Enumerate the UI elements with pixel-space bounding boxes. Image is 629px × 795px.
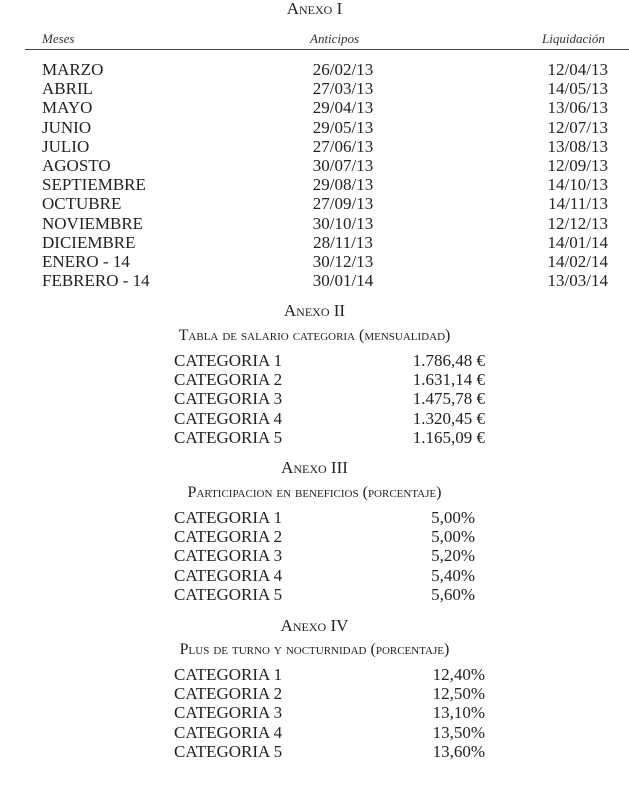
category-label: CATEGORIA 5 — [174, 584, 283, 604]
category-value: 13,10% — [432, 703, 485, 723]
month-cell: AGOSTO — [42, 156, 111, 175]
month-cell: JUNIO — [42, 117, 92, 137]
month-cell: FEBRERO - 14 — [42, 271, 150, 291]
advance-date-cell: 27/06/13 — [312, 136, 374, 156]
month-cell: OCTUBRE — [42, 194, 122, 214]
header-settlement: Liquidación — [542, 31, 605, 46]
header-rule — [25, 49, 629, 50]
category-label: CATEGORIA 1 — [174, 665, 283, 684]
annex-2-subtitle: Tabla de salario categoria (mensualidad) — [178, 327, 451, 344]
category-label: CATEGORIA 2 — [174, 527, 283, 547]
category-label: CATEGORIA 2 — [174, 684, 283, 704]
settlement-date-cell: 12/09/13 — [547, 156, 608, 175]
category-label: CATEGORIA 1 — [174, 508, 283, 527]
advance-date-cell: 29/08/13 — [312, 175, 374, 195]
category-value: 5,00% — [431, 508, 475, 527]
header-months: Meses — [42, 31, 75, 46]
month-cell: ABRIL — [42, 79, 93, 99]
category-value: 1.475,78 € — [412, 389, 485, 409]
category-value: 5,00% — [431, 527, 475, 547]
month-cell: DICIEMBRE — [42, 232, 136, 252]
settlement-date-cell: 14/11/13 — [548, 194, 608, 214]
category-value: 12,50% — [432, 684, 485, 704]
category-value: 1.320,45 € — [412, 408, 485, 428]
category-value: 13,50% — [432, 722, 485, 742]
category-value: 13,60% — [432, 741, 485, 761]
annex-4-subtitle: Plus de turno y nocturnidad (porcentaje) — [179, 641, 450, 658]
settlement-date-cell: 12/04/13 — [547, 60, 608, 79]
annex-3-title: Anexo III — [281, 458, 348, 477]
month-cell: NOVIEMBRE — [42, 213, 144, 233]
month-cell: SEPTIEMBRE — [42, 175, 146, 195]
category-label: CATEGORIA 3 — [174, 546, 283, 566]
settlement-date-cell: 13/03/14 — [547, 271, 608, 291]
advance-date-cell: 29/04/13 — [312, 98, 374, 118]
category-label: CATEGORIA 3 — [174, 389, 283, 409]
annex-3-subtitle: Participacion en beneficios (porcentaje) — [187, 484, 442, 501]
annex-1-title: Anexo I — [286, 0, 343, 18]
advance-date-cell: 26/02/13 — [312, 60, 374, 79]
category-value: 1.631,14 € — [412, 370, 485, 390]
category-value: 5,60% — [431, 584, 475, 604]
category-label: CATEGORIA 4 — [174, 722, 283, 742]
category-label: CATEGORIA 2 — [174, 370, 283, 390]
month-cell: MAYO — [42, 98, 93, 118]
advance-date-cell: 30/12/13 — [312, 252, 374, 271]
header-advances: Anticipos — [310, 31, 360, 46]
annex-4-title: Anexo IV — [280, 616, 349, 635]
settlement-date-cell: 12/12/13 — [547, 213, 608, 233]
category-label: CATEGORIA 5 — [174, 427, 283, 447]
advance-date-cell: 30/07/13 — [312, 156, 374, 175]
category-label: CATEGORIA 4 — [174, 565, 283, 585]
settlement-date-cell: 12/07/13 — [547, 117, 608, 137]
annex-2-title: Anexo II — [283, 301, 346, 320]
category-value: 1.786,48 € — [412, 351, 485, 370]
settlement-date-cell: 13/06/13 — [547, 98, 608, 118]
advance-date-cell: 30/10/13 — [312, 213, 374, 233]
category-label: CATEGORIA 4 — [174, 408, 283, 428]
settlement-date-cell: 14/02/14 — [547, 252, 608, 271]
settlement-date-cell: 14/10/13 — [547, 175, 608, 195]
settlement-date-cell: 13/08/13 — [547, 136, 608, 156]
settlement-date-cell: 14/01/14 — [547, 232, 608, 252]
month-cell: ENERO - 14 — [42, 252, 130, 271]
category-value: 12,40% — [432, 665, 485, 684]
advance-date-cell: 27/03/13 — [312, 79, 374, 99]
category-label: CATEGORIA 1 — [174, 351, 283, 370]
advance-date-cell: 28/11/13 — [313, 232, 373, 252]
category-label: CATEGORIA 3 — [174, 703, 283, 723]
advance-date-cell: 27/09/13 — [312, 194, 374, 214]
category-label: CATEGORIA 5 — [174, 741, 283, 761]
month-cell: MARZO — [42, 60, 104, 79]
category-value: 5,20% — [431, 546, 475, 566]
settlement-date-cell: 14/05/13 — [547, 79, 608, 99]
month-cell: JULIO — [42, 136, 90, 156]
category-value: 5,40% — [431, 565, 475, 585]
advance-date-cell: 29/05/13 — [312, 117, 374, 137]
advance-date-cell: 30/01/14 — [312, 271, 374, 291]
category-value: 1.165,09 € — [412, 427, 485, 447]
